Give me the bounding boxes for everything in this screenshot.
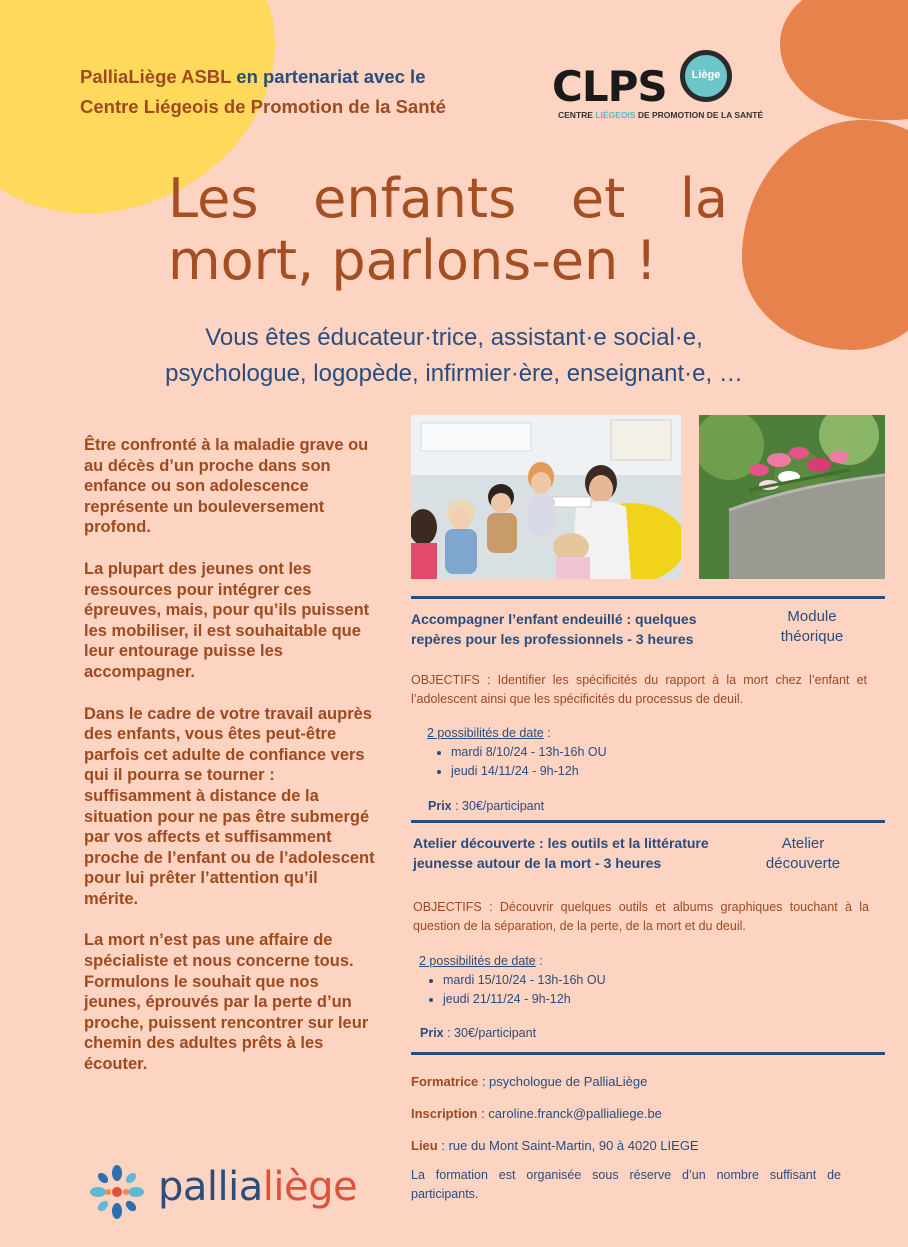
clps-tagline-c: DE PROMOTION DE LA SANTÉ: [635, 110, 764, 120]
clps-badge-text: Liège: [691, 69, 721, 81]
clps-tagline-b: LIÉGEOIS: [595, 110, 636, 120]
intro-text: [84, 435, 376, 1096]
module-2-title: Atelier découverte : les outils et la littérature jeunesse autour de la mort - 3 heures: [413, 835, 709, 871]
intro-paragraph: Être confronté à la maladie grave ou au décès d’un proche dans son enfance ou son adolescence représente un bouleversement profond.: [84, 436, 369, 537]
dates-heading: 2 possibilités de date: [427, 726, 544, 740]
date-item: • jeudi 21/11/24 - 9h-12h: [443, 990, 839, 1009]
clps-logo: [550, 44, 764, 128]
date-item: • mardi 8/10/24 - 13h-16h OU: [451, 743, 847, 762]
price-value: : 30€/participant: [451, 799, 545, 813]
wordmark-b: liège: [262, 1164, 358, 1210]
section-divider: [411, 596, 885, 599]
audience-subtitle: [90, 320, 818, 392]
dates-heading: 2 possibilités de date: [419, 954, 536, 968]
module-2-objectives: OBJECTIFS : Découvrir quelques outils et albums graphiques touchant à la question de la séparation, de la perte, de la mort et du deuil.: [413, 900, 869, 933]
intro-paragraph: Dans le cadre de votre travail auprès des enfants, vous êtes peut-être parfois cet adulte de confiance vers qui il pourra se tourner : suffisamment à distance de la situation pour ne pas être submergé par vos affects et suffisamment proche de l’enfant ou de l’adolescent pour lui prêter l’attention qu’il mérite.: [84, 704, 375, 908]
flowers-grave-photo: [699, 415, 885, 579]
subtitle-line-1: Vous êtes éducateur·trice, assistant·e social·e,: [205, 324, 703, 351]
place-label: Lieu: [411, 1138, 438, 1153]
module-1-tag: Module théorique: [780, 608, 844, 645]
trainer-info: [411, 1074, 871, 1089]
children-reading-illustration: [411, 415, 681, 579]
clps-tagline-a: CENTRE: [558, 110, 596, 120]
module-1-dates: 2 possibilités de date : • mardi 8/10/24 - 13h-16h OU • jeudi 14/11/24 - 9h-12h: [427, 724, 847, 781]
price-label: Prix: [428, 799, 452, 813]
clps-tagline: [558, 110, 763, 120]
orange-blob-decoration: [742, 120, 908, 350]
trainer-value: : psychologue de PalliaLiège: [478, 1074, 648, 1089]
inscription-info: [411, 1106, 871, 1121]
pallialiege-logo: [88, 1162, 388, 1222]
clps-word: CLPS: [552, 62, 667, 111]
module-2-dates: 2 possibilités de date : • mardi 15/10/24 - 13h-16h OU • jeudi 21/11/24 - 9h-12h: [419, 952, 839, 1009]
flowers-grave-illustration: [699, 415, 885, 579]
subtitle-line-2: psychologue, logopède, infirmier·ère, enseignant·e, …: [165, 360, 743, 387]
date-item: • jeudi 14/11/24 - 9h-12h: [451, 762, 847, 781]
date-item: • mardi 15/10/24 - 13h-16h OU: [443, 971, 839, 990]
module-2-tag: Atelier découverte: [765, 835, 841, 872]
price-value: : 30€/participant: [443, 1026, 537, 1040]
module-1-price: [428, 799, 544, 813]
reservation-note: La formation est organisée sous réserve d’un nombre suffisant de participants.: [411, 1168, 841, 1201]
wordmark-a: pallia: [158, 1164, 263, 1210]
place-info: [411, 1138, 871, 1153]
module-1-title: Accompagner l’enfant endeuillé : quelques repères pour les professionnels - 3 heures: [411, 611, 697, 647]
partner-header: [80, 62, 540, 122]
pallialiege-wordmark: [158, 1164, 357, 1210]
dates-list: [419, 971, 839, 1009]
partner-text: en partenariat avec le: [231, 66, 426, 87]
pallialiege-flower-icon: [88, 1164, 146, 1220]
intro-paragraph: La plupart des jeunes ont les ressources pour intégrer ces épreuves, mais, pour qu’ils puissent les mobiliser, il est souhaitable que leur entourage puisse les accompagner.: [84, 559, 370, 681]
module-2-price: [420, 1026, 536, 1040]
children-reading-photo: [411, 415, 681, 579]
inscription-label: Inscription: [411, 1106, 478, 1121]
trainer-label: Formatrice: [411, 1074, 479, 1089]
module-1-objectives: OBJECTIFS : Identifier les spécificités du rapport à la mort chez l’enfant et l’adolescent ainsi que les spécificités du processus de deuil.: [411, 673, 867, 706]
place-value: : rue du Mont Saint-Martin, 90 à 4020 LIEGE: [437, 1138, 699, 1153]
partner-line2: Centre Liégeois de Promotion de la Santé: [80, 96, 446, 117]
clps-badge-icon: [680, 50, 732, 102]
section-divider: [411, 1052, 885, 1055]
section-divider: [411, 820, 885, 823]
dates-list: [427, 743, 847, 781]
page-title: Les enfants et la mort, parlons-en !: [168, 167, 728, 292]
org-name: PalliaLiège ASBL: [80, 66, 232, 87]
orange-blob-decoration-top: [780, 0, 908, 120]
price-label: Prix: [420, 1026, 444, 1040]
inscription-email: : caroline.franck@pallialiege.be: [477, 1106, 662, 1121]
intro-paragraph: La mort n’est pas une affaire de spécialiste et nous concerne tous. Formulons le souhait que nos jeunes, éprouvés par la perte d’un proche, puissent rencontrer sur leur chemin des adultes prêts à les écouter.: [84, 931, 369, 1074]
